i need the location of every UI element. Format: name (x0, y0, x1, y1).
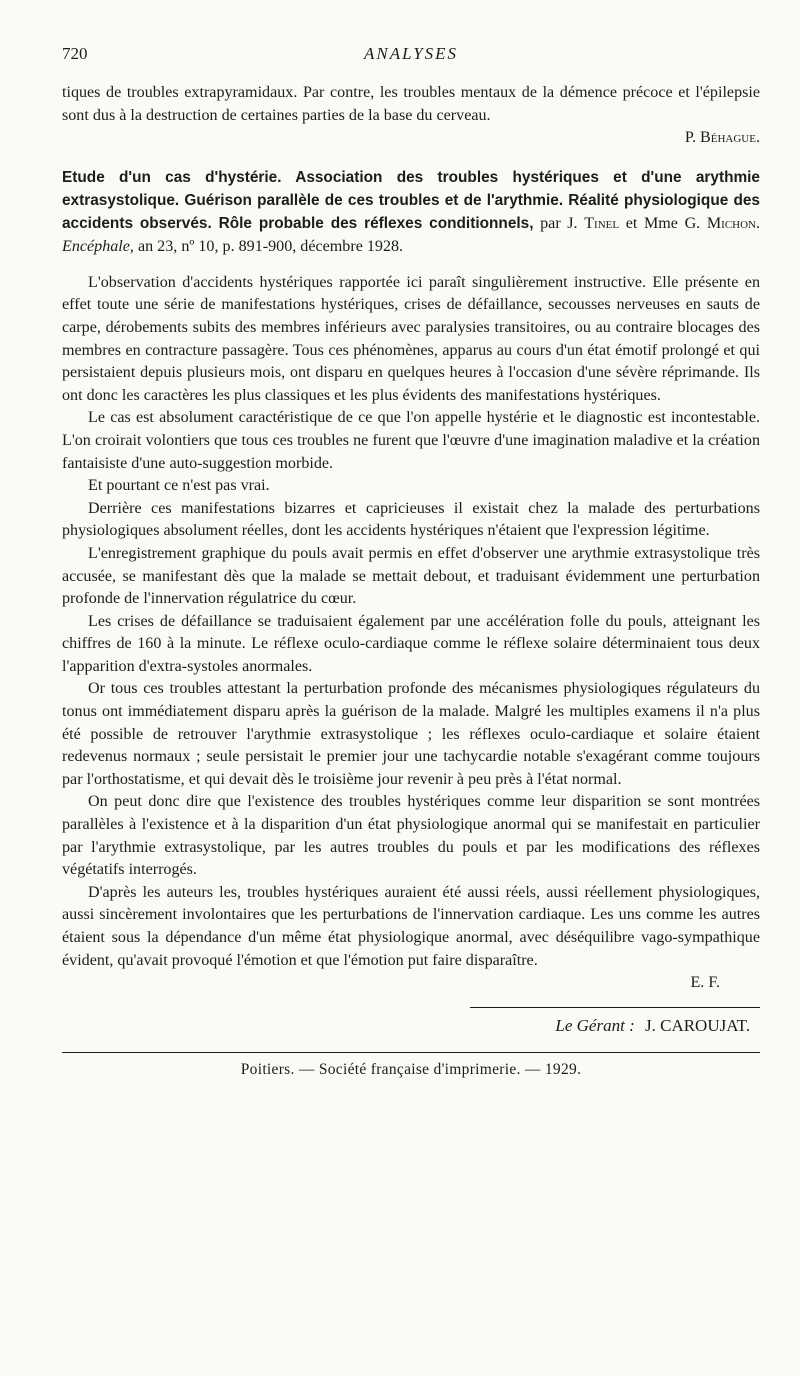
article-heading (62, 166, 760, 258)
gerant-name: J. CAROUJAT. (644, 1015, 750, 1035)
article-signature-line (62, 972, 760, 995)
page-body (62, 82, 760, 995)
article-paragraph: Et pourtant ce n'est pas vrai. (88, 477, 270, 495)
gerant-rule (470, 1007, 760, 1008)
previous-review-signature: P. Béhague. (684, 129, 760, 147)
previous-review-signature-line (62, 127, 760, 150)
journal-title: ANALYSES (363, 44, 459, 63)
article-title: Etude d'un cas d'hystérie. Association des troubles hystériques et d'une arythmie extrasystolique. Guérison parallèle de ces troubles et de l'arythmie. Réalité physiologique des accidents observés. Rôle probable des réflexes conditionnels, (62, 168, 760, 232)
previous-review-text: tiques de troubles extrapyramidaux. Par contre, les troubles mentaux de la démence précoce et l'épilepsie sont dus à la destruction de certaines parties de la base du cerveau. (62, 84, 760, 124)
article-paragraph: On peut donc dire que l'existence des troubles hystériques comme leur disparition se sont montrées parallèles à l'existence et à la disparition d'un état physiologique anormal qui se manifestait en particulier par l'arythmie extrasystolique, par les autres troubles du pouls et par les modifications des réflexes végétatifs interrogés. (62, 793, 760, 879)
article-signature: E. F. (690, 974, 720, 992)
article-author-2: Michon (706, 214, 756, 232)
printer-line: Poitiers. — Société française d'imprimerie. — 1929. (240, 1060, 582, 1078)
article-by: par J. (533, 214, 585, 232)
article-paragraph: Les crises de défaillance se traduisaient également par une accélération folle du pouls, atteignant les chiffres de 160 à la minute. Le réflexe oculo-cardiaque comme le réflexe solaire déterminaient tous deux l'apparition d'extra-systoles anormales. (62, 612, 760, 675)
article-paragraph: L'enregistrement graphique du pouls avait permis en effet d'observer une arythmie extrasystolique très accusée, se manifestant dès que la malade se mettait debout, et traduisant évidemment une perturbation profonde de l'innervation régulatrice du cœur. (62, 544, 760, 608)
article-and: et Mme G. (619, 214, 707, 232)
article-paragraph: Derrière ces manifestations bizarres et capricieuses il existait chez la malade des perturbations physiologiques absolument réelles, dont les accidents hystériques n'étaient que l'expression légitime. (62, 499, 760, 540)
article-paragraph: D'après les auteurs les, troubles hystériques auraient été aussi réels, aussi réellement physiologiques, aussi sincèrement involontaires que les perturbations de l'innervation cardiaque. Les uns comme les autres étaient sous la dépendance d'un même état physiologique anormal, avec déséquilibre vago-sympathique évident, qu'avait provoqué l'émotion et que l'émotion put faire disparaître. (62, 883, 760, 969)
article-dot: . (756, 214, 761, 232)
running-head (62, 44, 760, 68)
page-number: 720 (62, 44, 88, 63)
article-citation: , an 23, nº 10, p. 891-900, décembre 1928. (129, 237, 404, 255)
article-paragraph: Le cas est absolument caractéristique de ce que l'on appelle hystérie et le diagnostic est incontestable. L'on croirait volontiers que tous ces troubles ne furent que l'œuvre d'une imagination maladive et la création fantaisiste d'une auto-suggestion morbide. (62, 409, 760, 472)
article-journal: Encéphale (62, 237, 130, 255)
article-author-1: Tinel (584, 214, 620, 232)
article-paragraph: Or tous ces troubles attestant la perturbation profonde des mécanismes physiologiques régulateurs du tonus ont immédiatement disparu après la guérison de la malade. Malgré les multiples examens il n'a plus été possible de retrouver l'arythmie extrasystolique ; les réflexes oculo-cardiaque et solaire étaient redevenus normaux ; seule persistait le premier jour une tachycardie notable s'exagérant comme toujours par l'orthostatisme, et qui devait dès le troisième jour revenir à peu près à l'état normal. (62, 680, 760, 788)
printer-rule (62, 1052, 760, 1053)
gerant-label: Le Gérant : (555, 1015, 635, 1035)
gerant-line (62, 1016, 760, 1036)
article-paragraph: L'observation d'accidents hystériques rapportée ici paraît singulièrement instructive. Elle présente en effet toute une série de manifestations hystériques, crises de défaillance, secousses nerveuses en sauts de carpe, dérobements subits des membres inférieurs avec paralysies transitoires, ou au contraire blocages des membres en contracture passagère. Tous ces phénomènes, apparus au cours d'un état émotif prolongé et qui persistaient depuis plusieurs mois, ont disparu en quelques heures à l'occasion d'une sévère réprimande. Ils ont donc les caractères les plus classiques et les plus évidents des manifestations hystériques. (62, 273, 760, 404)
